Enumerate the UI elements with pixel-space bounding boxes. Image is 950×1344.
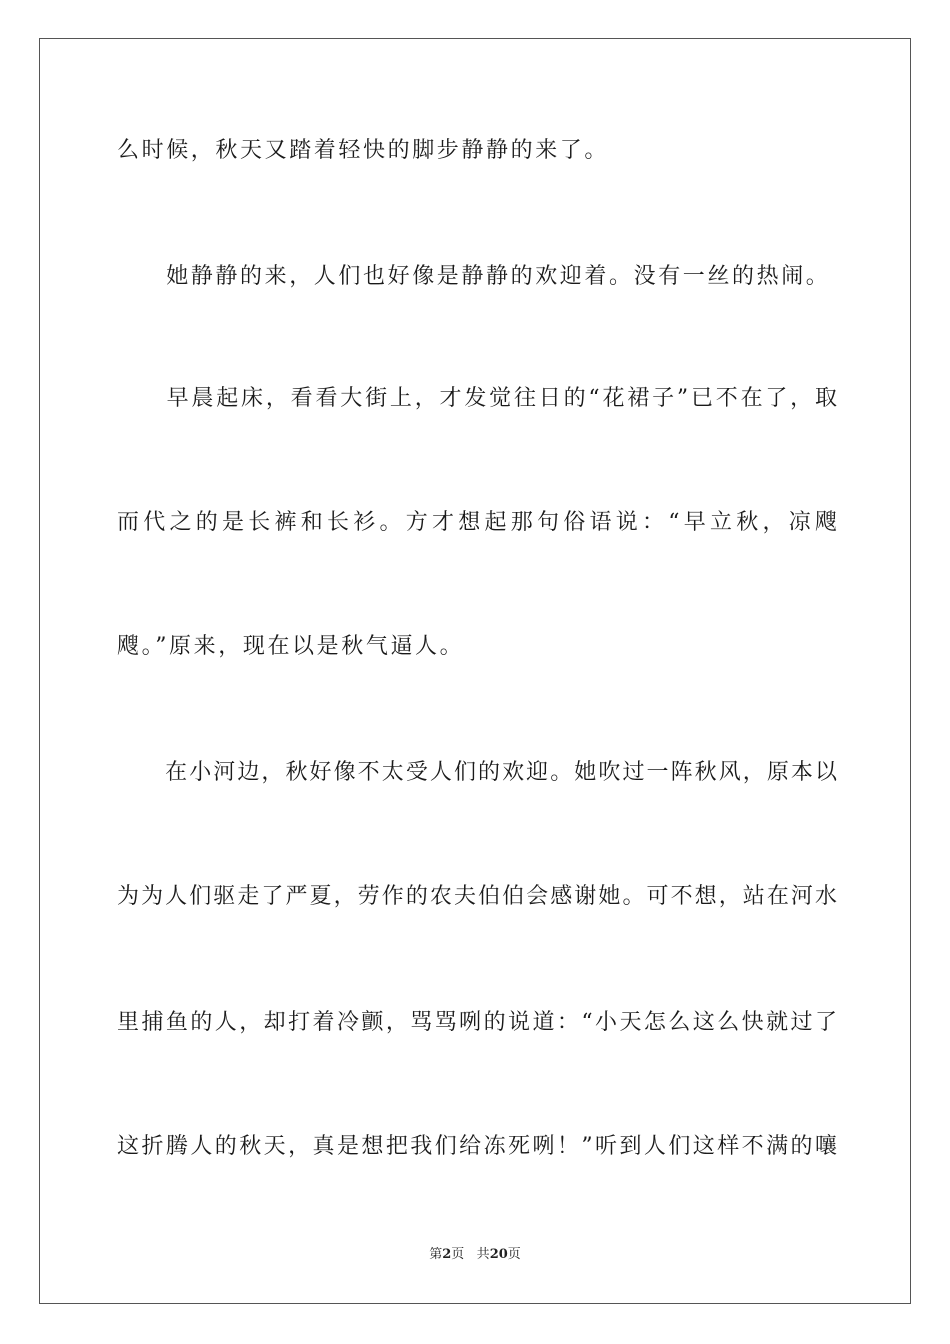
text-line: 在小河边，秋好像不太受人们的欢迎。她吹过一阵秋风，原本以 bbox=[117, 760, 837, 785]
text-line: 里捕鱼的人，却打着冷颤，骂骂咧的说道：“小天怎么这么快就过了 bbox=[117, 1010, 837, 1035]
text-line: 飕。”原来，现在以是秋气逼人。 bbox=[117, 634, 465, 659]
total-pages: 20 bbox=[489, 1247, 508, 1262]
text-line: 么时候，秋天又踏着轻快的脚步静静的来了。 bbox=[117, 138, 610, 163]
page-suffix: 页 bbox=[451, 1247, 465, 1262]
page-footer bbox=[0, 1246, 950, 1264]
text-line: 这折腾人的秋天，真是想把我们给冻死咧！”听到人们这样不满的嚷 bbox=[117, 1134, 837, 1159]
total-suffix: 页 bbox=[507, 1247, 521, 1262]
page-border bbox=[39, 38, 911, 1304]
text-line: 早晨起床，看看大街上，才发觉往日的“花裙子”已不在了，取 bbox=[117, 386, 837, 411]
text-line: 她静静的来，人们也好像是静静的欢迎着。没有一丝的热闹。 bbox=[117, 264, 831, 289]
text-line: 为为人们驱走了严夏，劳作的农夫伯伯会感谢她。可不想，站在河水 bbox=[117, 884, 837, 909]
page-number: 2 bbox=[442, 1247, 452, 1262]
total-prefix: 共 bbox=[476, 1247, 490, 1262]
text-line: 而代之的是长裤和长衫。方才想起那句俗语说：“早立秋，凉飕 bbox=[117, 510, 837, 535]
page-prefix: 第 bbox=[429, 1247, 443, 1262]
